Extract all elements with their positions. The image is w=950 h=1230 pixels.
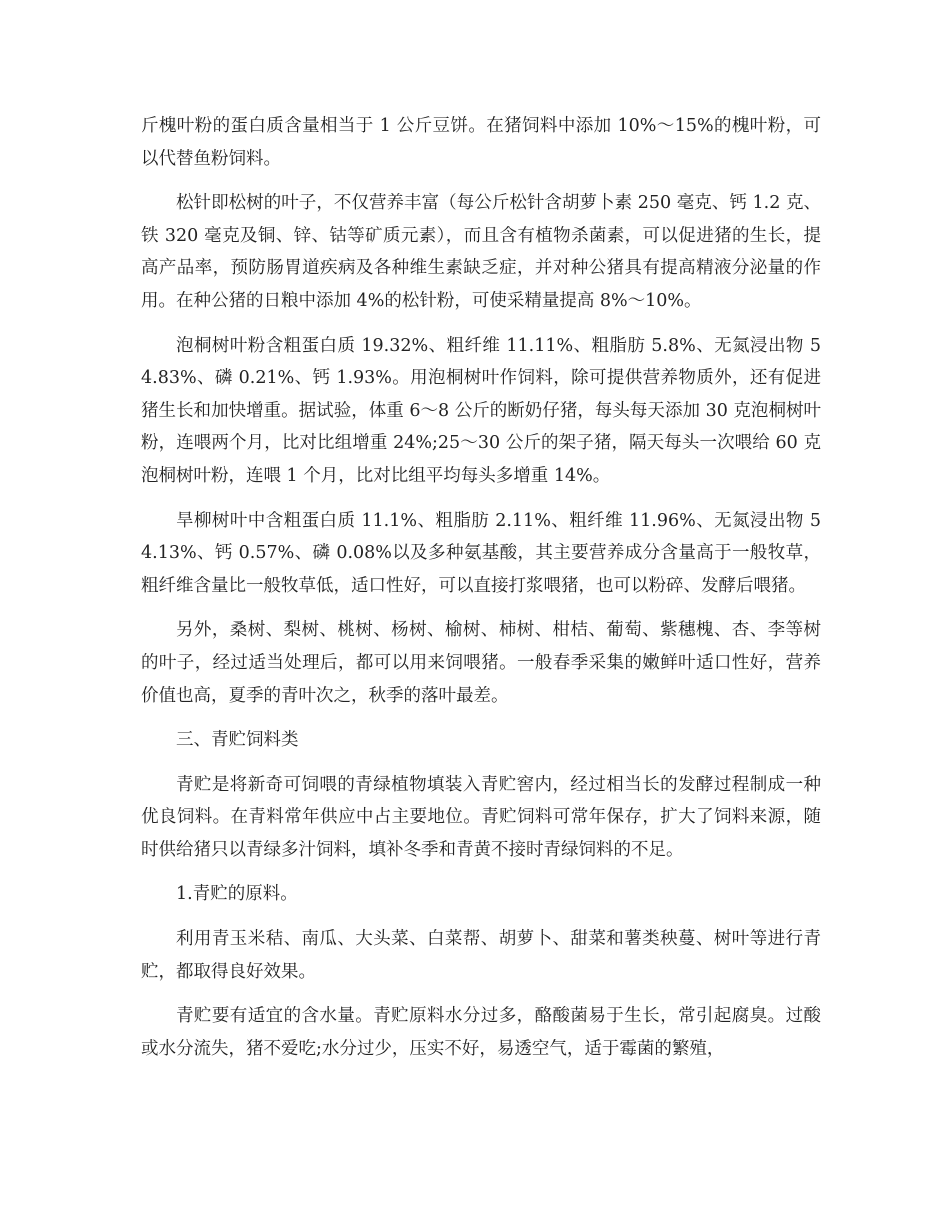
paragraph-silage-moisture: 青贮要有适宜的含水量。青贮原料水分过多，酪酸菌易于生长，常引起腐臭。过酸或水分流失，猪不爱吃;水分过少，压实不好，易透空气，适于霉菌的繁殖， <box>141 1006 821 1059</box>
paragraph-paulownia-leaves: 泡桐树叶粉含粗蛋白质 19.32%、粗纤维 11.11%、粗脂肪 5.8%、无氮浸出物 54.83%、磷 0.21%、钙 1.93%。用泡桐树叶作饲料，除可提供营养物质外，还有促进猪生长和加快增重。据试验，体重 6～8 公斤的断奶仔猪，每头每天添加 30 克泡桐树叶粉，连喂两个月，比对比组增重 24%;25～30 公斤的架子猪，隔天每头一次喂给 60 克泡桐树叶粉，连喂 1 个月，比对比组平均每头多增重 14%。 <box>141 335 821 486</box>
paragraph-other-tree-leaves: 另外，桑树、梨树、桃树、杨树、榆树、柿树、柑桔、葡萄、紫穗槐、杏、李等树的叶子，经过适当处理后，都可以用来饲喂猪。一般春季采集的嫩鲜叶适口性好，营养价值也高，夏季的青叶次之，秋季的落叶最差。 <box>141 620 821 706</box>
paragraph-silage-materials: 利用青玉米秸、南瓜、大头菜、白菜帮、胡萝卜、甜菜和薯类秧蔓、树叶等进行青贮，都取得良好效果。 <box>141 929 821 982</box>
paragraph-silage-intro: 青贮是将新奇可饲喂的青绿植物填装入青贮窖内，经过相当长的发酵过程制成一种优良饲料。在青料常年供应中占主要地位。青贮饲料可常年保存，扩大了饲料来源，随时供给猪只以青绿多汁饲料，填补冬季和青黄不接时青绿饲料的不足。 <box>141 774 821 860</box>
section-heading-silage: 三、青贮饲料类 <box>176 730 299 751</box>
document-body <box>141 110 821 1077</box>
paragraph-willow-leaves: 旱柳树叶中含粗蛋白质 11.1%、粗脂肪 2.11%、粗纤维 11.96%、无氮浸出物 54.13%、钙 0.57%、磷 0.08%以及多种氨基酸，其主要营养成分含量高于一般牧草，粗纤维含量比一般牧草低，适口性好，可以直接打浆喂猪，也可以粉碎、发酵后喂猪。 <box>141 510 821 596</box>
paragraph-pine-needles: 松针即松树的叶子，不仅营养丰富（每公斤松针含胡萝卜素 250 毫克、钙 1.2 克、铁 320 毫克及铜、锌、钴等矿质元素），而且含有植物杀菌素，可以促进猪的生长，提高产品率，预防肠胃道疾病及各种维生素缺乏症，并对种公猪具有提高精液分泌量的作用。在种公猪的日粮中添加 4%的松针粉，可使采精量提高 8%～10%。 <box>141 193 821 311</box>
subheading-silage-materials: 1.青贮的原料。 <box>176 884 298 905</box>
paragraph-locust-leaf-continued: 斤槐叶粉的蛋白质含量相当于 1 公斤豆饼。在猪饲料中添加 10%～15%的槐叶粉，可以代替鱼粉饲料。 <box>141 116 821 169</box>
